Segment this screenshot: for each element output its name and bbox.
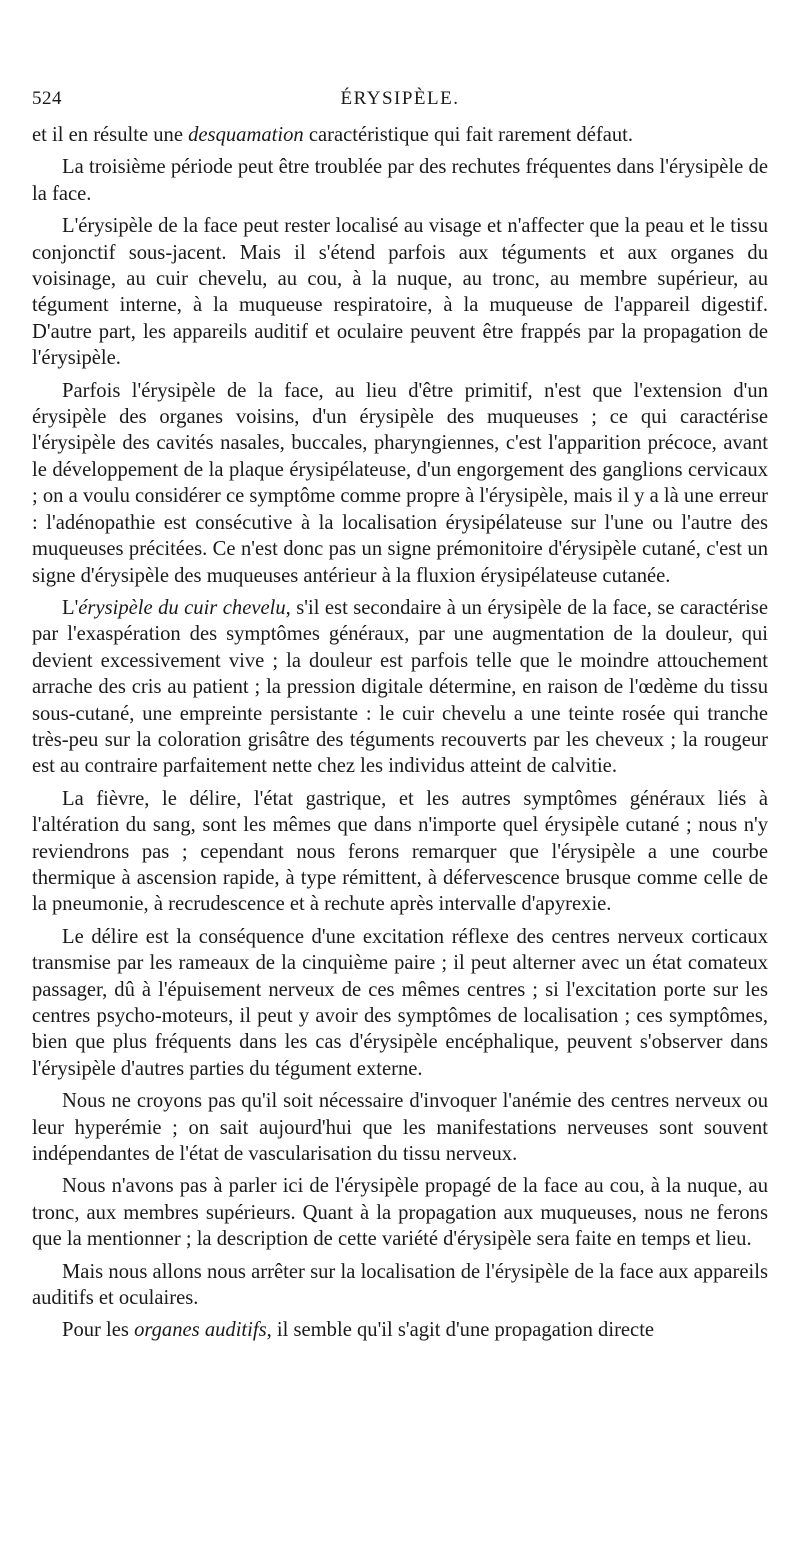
page-number: 524 bbox=[32, 88, 62, 109]
paragraph-continuation bbox=[32, 122, 768, 148]
italic-term-organes-auditifs: organes auditifs bbox=[134, 1319, 267, 1342]
text-segment: L'érysipèle de la face peut rester localisé au visage et n'affecter que la peau et le tissu conjonctif sous-jacent. Mais il s'étend parfois aux téguments et aux organes du voisinage, au cuir chevelu, au cou, à la nuque, au tronc, au membre supérieur, au tégument interne, à la muqueuse respiratoire, à la muqueuse de l'appareil digestif. D'autre part, les appareils auditif et oculaire peuvent être frappés par la propagation de l'érysipèle. bbox=[32, 215, 768, 370]
text-segment: caractéristique qui fait rarement défaut. bbox=[303, 124, 634, 146]
text-segment: Mais nous allons nous arrêter sur la localisation de l'érysipèle de la face aux appareils auditifs et oculaires. bbox=[32, 1260, 768, 1310]
book-page bbox=[32, 88, 768, 1350]
paragraph bbox=[32, 1173, 768, 1252]
paragraph bbox=[32, 1317, 768, 1343]
paragraph bbox=[32, 1259, 768, 1312]
italic-term-cuir-chevelu: érysipèle du cuir chevelu bbox=[78, 596, 286, 619]
running-head bbox=[32, 88, 768, 122]
body-text bbox=[32, 122, 768, 1344]
paragraph bbox=[32, 595, 768, 780]
text-segment: Nous n'avons pas à parler ici de l'érysipèle propagé de la face au cou, à la nuque, au tronc, aux membres supérieurs. Quant à la propagation aux muqueuses, nous ne ferons que la mentionner ; la description de cette variété d'érysipèle sera faite en temps et lieu. bbox=[32, 1175, 768, 1251]
text-segment: , il semble qu'il s'agit d'une propagation directe bbox=[266, 1319, 655, 1342]
text-segment: Nous ne croyons pas qu'il soit nécessaire d'invoquer l'anémie des centres nerveux ou leur hyperémie ; on sait aujourd'hui que les manifestations nerveuses sont souvent indépendantes de l'état de vascularisation du tissu nerveux. bbox=[32, 1090, 768, 1166]
paragraph bbox=[32, 378, 768, 589]
text-segment: , s'il est secondaire à un érysipèle de la face, se caractérise par l'exaspération des symptômes généraux, par une augmentation de la douleur, qui devient excessivement vive ; la douleur est parfois telle que le moindre attouchement arrache des cris au patient ; la pression digitale détermine, en raison de l'œdème du tissu sous-cutané, une empreinte persistante : le cuir chevelu a une teinte rosée qui tranche très-peu sur la coloration grisâtre des téguments recouverts par les cheveux ; la rougeur est au contraire parfaitement nette chez les individus atteint de calvitie. bbox=[32, 596, 768, 778]
paragraph bbox=[32, 213, 768, 371]
text-segment: La fièvre, le délire, l'état gastrique, et les autres symptômes généraux liés à l'altération du sang, sont les mêmes que dans n'importe quel érysipèle cutané ; nous n'y reviendrons pas ; cependant nous ferons remarquer que l'érysipèle a une courbe thermique à ascension rapide, à type rémittent, à défervescence brusque comme celle de la pneumonie, à recrudescence et à rechute après intervalle d'apyrexie. bbox=[32, 787, 768, 916]
italic-term-desquamation: desquamation bbox=[188, 124, 304, 146]
paragraph bbox=[32, 924, 768, 1082]
paragraph bbox=[32, 154, 768, 207]
text-segment: Pour les bbox=[62, 1319, 135, 1342]
paragraph bbox=[32, 1088, 768, 1167]
text-segment: Le délire est la conséquence d'une excitation réflexe des centres nerveux corticaux transmise par les rameaux de la cinquième paire ; il peut alterner avec un état comateux passager, dû à l'épuisement nerveux de ces mêmes centres ; si l'excitation porte sur les centres psycho-moteurs, il peut y avoir des symptômes de localisation ; ces symptômes, bien que plus fréquents dans les cas d'érysipèle encéphalique, peuvent s'observer dans l'érysipèle d'autres parties du tégument externe. bbox=[32, 925, 768, 1080]
running-title: ÉRYSIPÈLE. bbox=[340, 88, 460, 109]
text-segment: L' bbox=[62, 596, 79, 619]
text-segment: et il en résulte une bbox=[32, 124, 189, 146]
text-segment: Parfois l'érysipèle de la face, au lieu d'être primitif, n'est que l'extension d'un érysipèle des organes voisins, d'un érysipèle des muqueuses ; ce qui caractérise l'érysipèle des cavités nasales, buccales, pharyngiennes, c'est l'apparition précoce, avant le développement de la plaque érysipélateuse, d'un engorgement des ganglions cervicaux ; on a voulu considérer ce symptôme comme propre à l'érysipèle, mais il y a là une erreur : l'adénopathie est consécutive à la localisation érysipélateuse sur l'une ou l'autre des muqueuses précitées. Ce n'est donc pas un signe prémonitoire d'érysipèle cutané, c'est un signe d'érysipèle des muqueuses antérieur à la fluxion érysipélateuse cutanée. bbox=[32, 379, 768, 587]
paragraph bbox=[32, 786, 768, 918]
text-segment: La troisième période peut être troublée par des rechutes fréquentes dans l'érysipèle de la face. bbox=[32, 156, 768, 205]
